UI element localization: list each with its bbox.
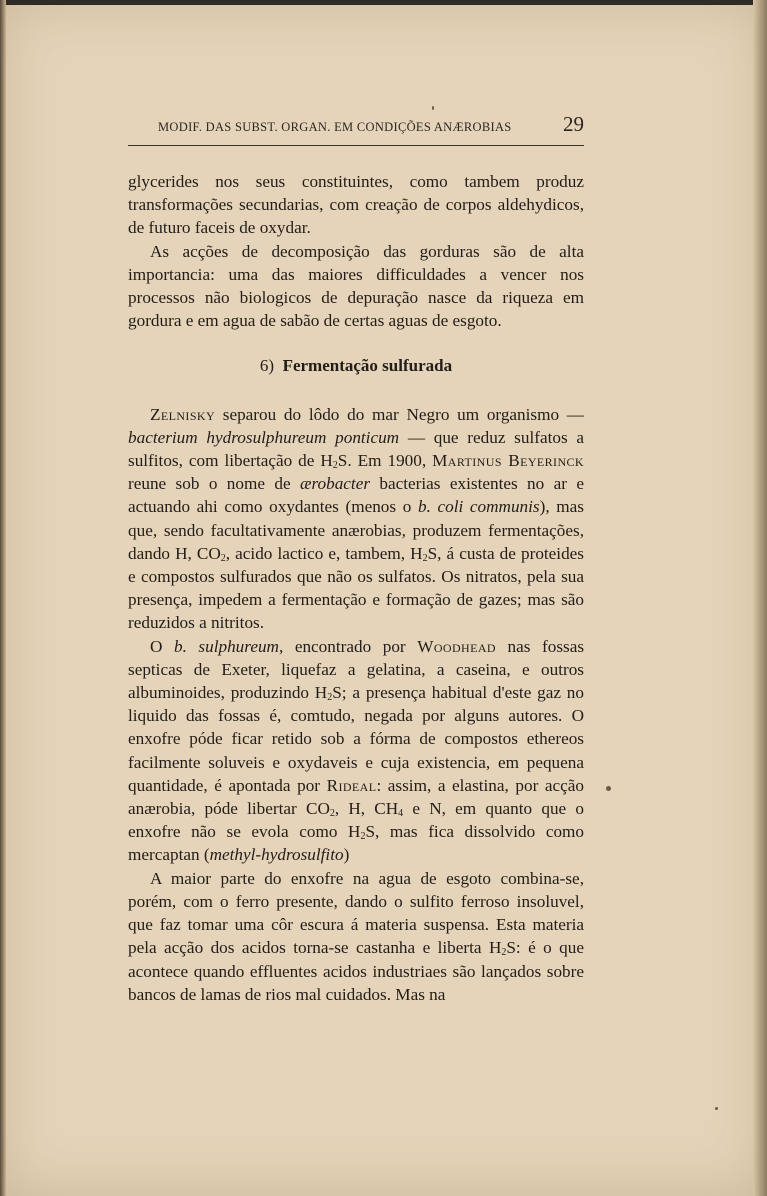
text-run: e N, em quanto que o enxofre não se evola como H <box>128 799 584 842</box>
subscript: 2 <box>329 808 335 820</box>
text-run: encontrado por <box>283 636 418 656</box>
text-run: ) <box>343 845 350 865</box>
text-run: S: é o que acontece quando effluentes acidos industriaes são lançados sobre bancos de lamas de rios mal cuidados. Mas na <box>128 938 584 1004</box>
species-name: bacterium hydrosulphureum ponticum <box>128 427 400 447</box>
body-text <box>128 170 584 1006</box>
subscript: 2 <box>332 460 338 472</box>
paragraph <box>128 867 584 1006</box>
species-name: b. coli communis <box>417 497 540 517</box>
page-header <box>128 110 584 140</box>
subscript: 2 <box>360 831 366 843</box>
section-heading <box>128 354 584 377</box>
paper-speck <box>432 106 434 110</box>
text-run: reune sob o nome de <box>128 474 300 494</box>
text-run: ), mas que, sendo facultativamente anærobias, produzem fermentações, dando H, CO <box>128 497 584 563</box>
text-run: S, mas fica dissolvido como mercaptan ( <box>128 822 585 865</box>
text-run: S, á custa de proteides e compostos sulfurados que não os sulfatos. Os nitratos, pela sua presença, impedem a fermentação e formação de gazes; mas são reduzidos a nitritos. <box>128 543 584 633</box>
scan-top-edge <box>0 0 767 5</box>
text-run: S; a presença habitual d'este gaz no liquido das fossas é, comtudo, negada por alguns autores. O enxofre póde ficar retido sob a fórma de compostos ethereos facilmente soluveis e oxydaveis e cuja existencia, em pequena quantidade, é apontada por <box>128 683 584 795</box>
text-run: O <box>150 636 174 656</box>
header-rule <box>128 145 584 146</box>
section-number: 6) <box>259 356 275 376</box>
text-run: nas fossas septicas de Exeter, liquefaz a gelatina, a caseina, e outros albuminoides, produzindo H <box>128 636 585 703</box>
page-number: 29 <box>563 112 584 136</box>
subscript: 2 <box>220 552 226 564</box>
text-run: separou do lôdo do mar Negro um organismo — <box>215 404 584 424</box>
text-run: , H, CH <box>334 799 399 819</box>
text-run: : assim, a elastina, por acção anærobia, póde libertar CO <box>128 775 584 819</box>
subscript: 2 <box>327 692 333 704</box>
author-name: Rideal <box>326 775 377 795</box>
author-name: Woodhead <box>417 636 496 656</box>
paper-speck <box>606 786 611 791</box>
text-run: , acido lactico e, tambem, H <box>225 543 423 563</box>
author-name: Martinus Beyerinck <box>432 451 584 471</box>
subscript: 4 <box>398 808 404 820</box>
paragraph: glycerides nos seus constituintes, como tambem produz transformações secundarias, com creação de corpos aldehydicos, de futuro faceis de oxydar. <box>128 172 584 238</box>
text-run: — que reduz sulfatos a sulfitos, com libertação de H <box>128 427 584 471</box>
paragraph <box>128 635 584 867</box>
text-run: bacterias existentes no ar e actuando ahi como oxydantes (menos o <box>128 474 584 517</box>
paragraph <box>128 403 584 635</box>
text-run: A maior parte do enxofre na agua de esgoto combina-se, porém, com o ferro presente, dando o sulfito ferroso insoluvel, que faz tomar uma côr escura á materia suspensa. Esta materia pela acção dos acidos torna-se castanha e liberta H <box>128 868 584 958</box>
text-run: S. Em 1900, <box>337 451 433 471</box>
species-name: methyl-hydrosulfito <box>209 845 344 865</box>
scan-left-edge <box>0 0 6 1196</box>
subscript: 2 <box>422 552 428 564</box>
species-name: ærobacter <box>300 474 371 494</box>
section-title: Fermentação sulfurada <box>282 356 453 376</box>
paper-speck <box>715 1107 718 1110</box>
subscript: 2 <box>501 947 507 959</box>
scan-right-edge <box>753 0 767 1196</box>
author-name: Zelnisky <box>150 404 216 424</box>
species-name: b. sulphureum, <box>173 636 284 656</box>
paragraph: As acções de decomposição das gorduras são de alta importancia: uma das maiores difficuldades a vencer nos processos não biologicos de depuração nasce da riqueza em gordura e em agua de sabão de certas aguas de esgoto. <box>128 241 584 331</box>
running-head: MODIF. DAS SUBST. ORGAN. EM CONDIÇÕES ANÆROBIAS <box>158 120 512 134</box>
